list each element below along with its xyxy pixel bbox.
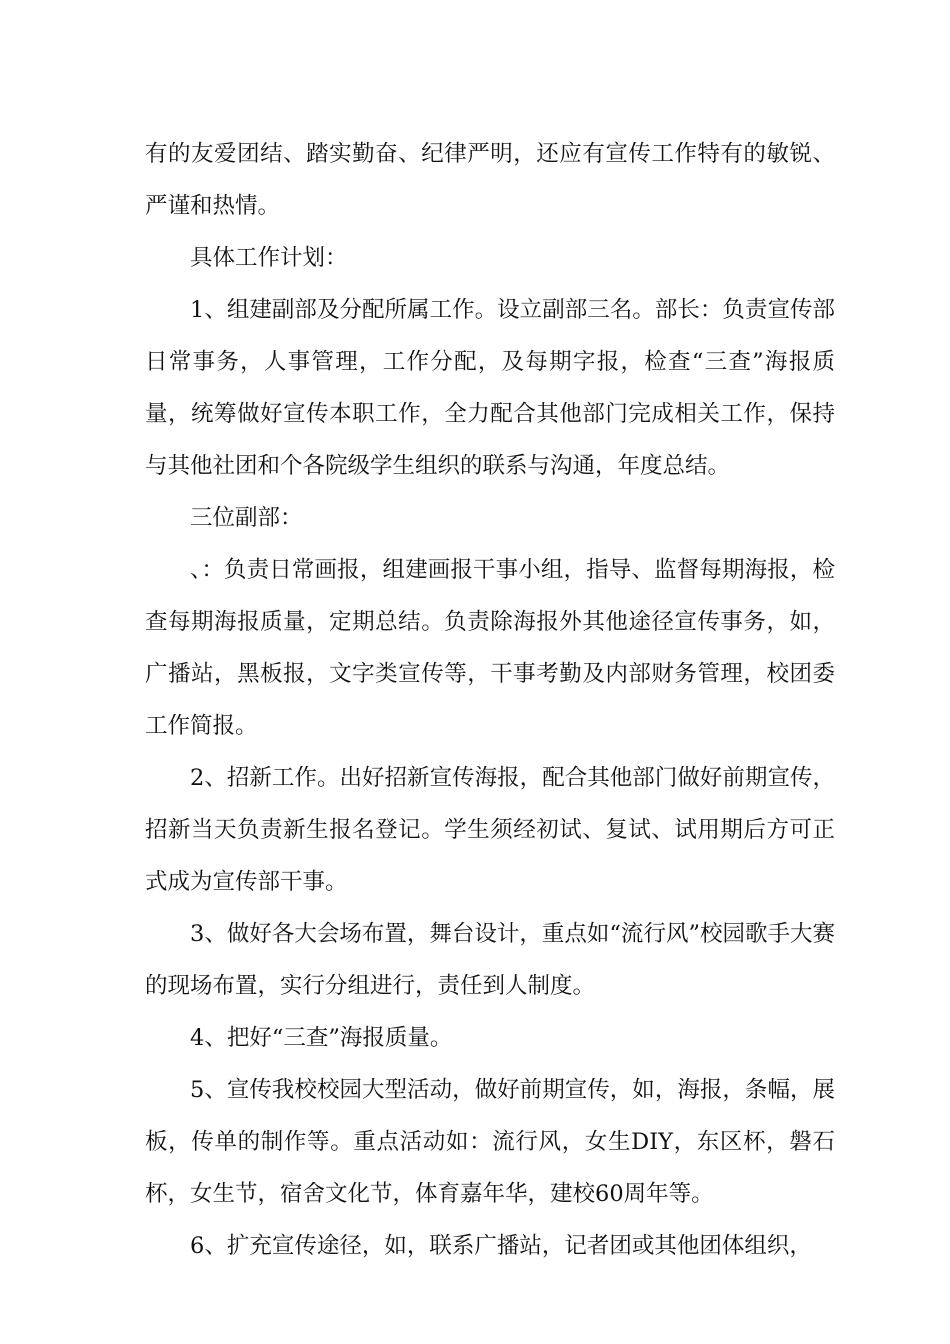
paragraph-item-6: 6、扩充宣传途径，如，联系广播站，记者团或其他团体组织， — [190, 1233, 812, 1259]
paragraph-item-4: 4、把好“三查”海报质量。 — [190, 1025, 453, 1051]
paragraph-item-2: 2、招新工作。出好招新宣传海报，配合其他部门做好前期宣传，招新当天负责新生报名登记。学生须经初试、复试、试用期后方可正式成为宣传部干事。 — [145, 765, 835, 895]
paragraph-intro-continued: 有的友爱团结、踏实勤奋、纪律严明，还应有宣传工作特有的敏锐、严谨和热情。 — [145, 141, 835, 219]
paragraph-item-3: 3、做好各大会场布置，舞台设计，重点如“流行风”校园歌手大赛的现场布置，实行分组进行，责任到人制度。 — [145, 921, 835, 999]
document-body — [145, 128, 835, 1272]
paragraph-vice-heading: 三位副部： — [190, 505, 303, 531]
paragraph-vice-duties: 、：负责日常画报，组建画报干事小组，指导、监督每期海报，检查每期海报质量，定期总结。负责除海报外其他途径宣传事务，如，广播站，黑板报，文字类宣传等，干事考勤及内部财务管理，校团委工作简报。 — [145, 557, 835, 739]
paragraph-item-5: 5、宣传我校校园大型活动，做好前期宣传，如，海报，条幅，展板，传单的制作等。重点活动如：流行风，女生DIY，东区杯，磐石杯，女生节，宿舍文化节，体育嘉年华，建校60周年等。 — [145, 1077, 835, 1207]
paragraph-item-1: 1、组建副部及分配所属工作。设立副部三名。部长：负责宣传部日常事务，人事管理，工作分配，及每期字报，检查“三查”海报质量，统筹做好宣传本职工作，全力配合其他部门完成相关工作，保持与其他社团和个各院级学生组织的联系与沟通，年度总结。 — [145, 297, 835, 479]
paragraph-plan-heading: 具体工作计划： — [190, 245, 348, 271]
